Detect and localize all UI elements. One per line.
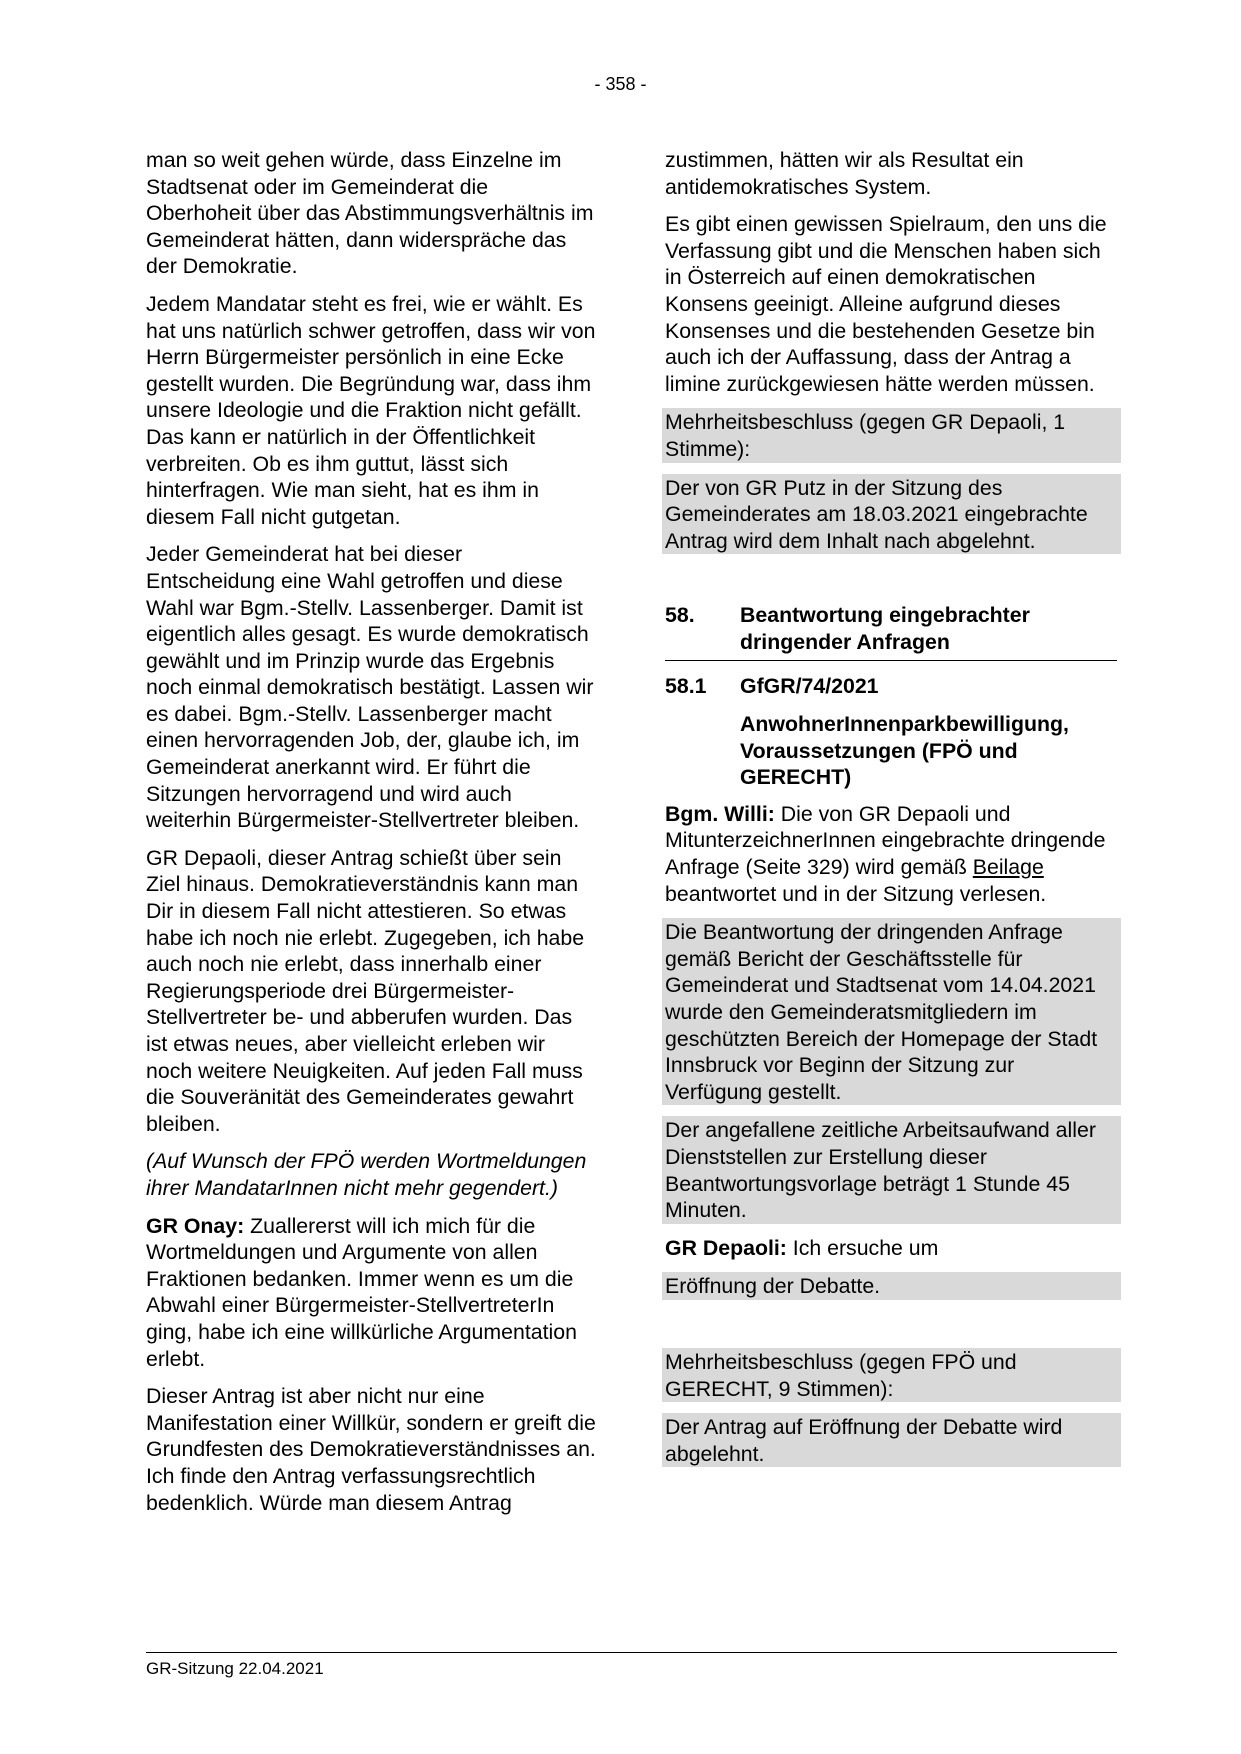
- speech-text: Zuallererst will ich mich für die Wortmeldungen und Argumente von allen Fraktionen bedanken. Immer wenn es um die Abwahl einer Bürgermeister-StellvertreterIn ging, habe ich eine willkürliche Argumentation erlebt.: [146, 1213, 577, 1371]
- paragraph: Jedem Mandatar steht es frei, wie er wählt. Es hat uns natürlich schwer getroffen, dass wir von Herrn Bürgermeister persönlich in eine Ecke gestellt wurden. Die Begründung war, dass ihm unsere Ideologie und die Fraktion nicht gefällt. Das kann er natürlich in der Öffentlichkeit verbreiten. Ob es ihm guttut, lässt sich hinterfragen. Wie man sieht, hat es ihm in diesem Fall nicht gutgetan.: [146, 291, 596, 529]
- speech-text: Die von GR Depaoli und MitunterzeichnerInnen eingebrachte dringende Anfrage (Seite 329) wird gemäß: [665, 801, 1106, 880]
- subsection-code: GfGR/74/2021: [740, 673, 879, 698]
- page-number: - 358 -: [594, 74, 647, 94]
- resolution-text: Der Antrag auf Eröffnung der Debatte wird abgelehnt.: [662, 1413, 1121, 1467]
- paragraph: Dieser Antrag ist aber nicht nur eine Manifestation einer Willkür, sondern er greift die Grundfesten des Demokratieverständnisses an. Ich finde den Antrag verfassungsrechtlich bedenklich. Würde man diesem Antrag: [146, 1384, 596, 1515]
- workload-note: Der angefallene zeitliche Arbeitsaufwand aller Dienststellen zur Erstellung dieser Beantwortungsvorlage beträgt 1 Stunde 45 Minuten.: [662, 1116, 1121, 1223]
- paragraph: GR Depaoli, dieser Antrag schießt über sein Ziel hinaus. Demokratieverständnis kann man Dir in diesem Fall nicht attestieren. So etwas habe ich noch nie erlebt. Zugegeben, ich habe auch noch nie erlebt, dass innerhalb einer Regierungsperiode drei Bürgermeister-Stellvertreter be- und abberufen wurden. Das ist etwas neues, aber vielleicht erleben wir noch weitere Neuigkeiten. Auf jeden Fall muss die Souveränität des Gemeinderates gewahrt bleiben.: [146, 845, 585, 1136]
- speech-paragraph: [665, 1235, 1117, 1262]
- paragraph: Es gibt einen gewissen Spielraum, den uns die Verfassung gibt und die Menschen haben sich in Österreich auf einen demokratischen Konsens geeinigt. Alleine aufgrund dieses Konsenses und die bestehenden Gesetze bin auch ich der Auffassung, dass der Antrag a limine zurückgewiesen hätte werden müssen.: [665, 212, 1107, 396]
- subsection-heading: [665, 673, 1117, 700]
- speech-text: beantwortet und in der Sitzung verlesen.: [665, 881, 1047, 906]
- editorial-note: (Auf Wunsch der FPÖ werden Wortmeldungen ihrer MandatarInnen nicht mehr gegendert.): [146, 1149, 587, 1200]
- paragraph: Jeder Gemeinderat hat bei dieser Entscheidung eine Wahl getroffen und diese Wahl war Bgm.-Stellv. Lassenberger. Damit ist eigentlich alles gesagt. Es wurde demokratisch gewählt und im Prinzip wurde das Ergebnis noch einmal demokratisch bestätigt. Lassen wir es dabei. Bgm.-Stellv. Lassenberger macht einen hervorragenden Job, der, glaube ich, im Gemeinderat anerkannt wird. Er führt die Sitzungen hervorragend und wird auch weiterhin Bürgermeister-Stellvertreter bleiben.: [146, 542, 594, 833]
- section-number: 58.: [665, 603, 695, 628]
- footer-divider: [146, 1652, 1117, 1653]
- speech-paragraph: [665, 801, 1117, 907]
- subsection-title: AnwohnerInnenparkbewilligung, Voraussetzungen (FPÖ und GERECHT): [740, 712, 1069, 790]
- speaker-name: GR Onay:: [146, 1213, 245, 1238]
- left-column: [146, 147, 596, 1527]
- paragraph: zustimmen, hätten wir als Resultat ein antidemokratisches System.: [665, 148, 1024, 199]
- speaker-name: Bgm. Willi:: [665, 801, 775, 826]
- section-title: Beantwortung eingebrachter dringender Anfragen: [740, 603, 1030, 654]
- paragraph: man so weit gehen würde, dass Einzelne im Stadtsenat oder im Gemeinderat die Oberhoheit über das Abstimmungsverhältnis im Gemeinderat hätten, dann widerspräche das der Demokratie.: [146, 148, 594, 279]
- footer-text: GR-Sitzung 22.04.2021: [146, 1659, 324, 1678]
- section-heading: [665, 602, 1117, 660]
- subsection-number: 58.1: [665, 673, 707, 698]
- resolution-type: Mehrheitsbeschluss (gegen FPÖ und GERECHT, 9 Stimmen):: [662, 1348, 1121, 1402]
- answer-note: Die Beantwortung der dringenden Anfrage gemäß Bericht der Geschäftsstelle für Gemeinderat und Stadtsenat vom 14.04.2021 wurde den Gemeinderatsmitgliedern im geschützten Bereich der Homepage der Stadt Innsbruck vor Beginn der Sitzung zur Verfügung gestellt.: [662, 918, 1121, 1105]
- speech-text: Ich ersuche um: [786, 1235, 939, 1260]
- resolution-text: Der von GR Putz in der Sitzung des Gemeinderates am 18.03.2021 eingebrachte Antrag wird dem Inhalt nach abgelehnt.: [662, 474, 1121, 555]
- speech-paragraph: [146, 1213, 596, 1373]
- speaker-name: GR Depaoli:: [665, 1235, 787, 1260]
- motion-text: Eröffnung der Debatte.: [662, 1272, 1121, 1300]
- resolution-type: Mehrheitsbeschluss (gegen GR Depaoli, 1 Stimme):: [662, 408, 1121, 462]
- right-column: [665, 147, 1117, 1478]
- beilage-link[interactable]: Beilage: [972, 855, 1044, 880]
